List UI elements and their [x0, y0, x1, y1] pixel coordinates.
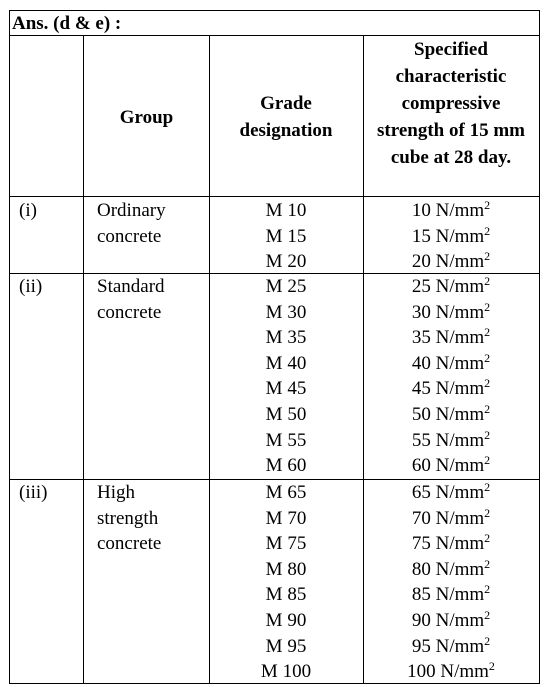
- strength-value: 95: [411, 635, 436, 657]
- group-number: (ii): [19, 276, 43, 297]
- grade-cell: M 100: [260, 661, 312, 683]
- strength-value: 60: [411, 455, 436, 477]
- strength-unit: N/mm: [435, 610, 485, 631]
- strength-unit: N/mm: [435, 378, 485, 400]
- unit-exponent: 2: [484, 531, 491, 546]
- grade-cell: M 35: [265, 327, 307, 349]
- unit-exponent: 2: [484, 633, 491, 648]
- strength-cell: [363, 608, 539, 634]
- unit-exponent: 2: [484, 608, 491, 622]
- grade-cell: M 60: [265, 455, 307, 477]
- strength-cell: [363, 634, 539, 660]
- strength-value: 25: [411, 276, 436, 297]
- strength-unit: N/mm: [435, 352, 485, 374]
- group-number: (i): [19, 200, 37, 221]
- group-name-line: concrete: [97, 225, 162, 247]
- strength-unit: N/mm: [435, 507, 485, 529]
- group-name-line: concrete: [97, 533, 162, 555]
- strength-value: 70: [411, 507, 436, 529]
- strength-value: 65: [411, 482, 436, 503]
- strength-value: 45: [411, 378, 436, 400]
- grade-cell: M 90: [265, 610, 307, 631]
- strength-value: 20: [411, 251, 436, 273]
- strength-cell: [363, 249, 539, 275]
- strength-cell: [363, 325, 539, 351]
- strength-value: 100: [407, 661, 441, 683]
- strength-cell: [363, 351, 539, 377]
- group-name-line: Ordinary: [97, 200, 166, 221]
- grade-cell: M 85: [265, 584, 307, 606]
- strength-unit: N/mm: [435, 558, 485, 580]
- unit-exponent: 2: [484, 582, 491, 597]
- strength-unit: N/mm: [435, 533, 485, 555]
- strength-unit: N/mm: [435, 404, 485, 425]
- col-divider-1: [83, 35, 84, 684]
- strength-cell: [363, 224, 539, 250]
- strength-value: 75: [411, 533, 436, 555]
- strength-unit: N/mm: [435, 276, 485, 297]
- grade-cell: M 50: [265, 404, 307, 425]
- grade-cell: M 10: [265, 200, 307, 221]
- strength-cell: [363, 453, 539, 479]
- unit-exponent: 2: [484, 325, 491, 340]
- strength-cell: [363, 557, 539, 583]
- strength-unit: N/mm: [435, 251, 485, 273]
- header-grade: Grade designation: [239, 93, 333, 141]
- strength-unit: N/mm: [435, 455, 485, 477]
- strength-cell: [363, 300, 539, 326]
- unit-exponent: 2: [484, 350, 491, 365]
- grade-cell: M 40: [265, 352, 307, 374]
- strength-cell: [363, 428, 539, 454]
- strength-cell: [363, 480, 539, 506]
- strength-value: 40: [411, 352, 436, 374]
- strength-unit: N/mm: [435, 225, 485, 247]
- unit-exponent: 2: [484, 376, 491, 391]
- group-number: (iii): [19, 482, 48, 503]
- unit-exponent: 2: [488, 659, 495, 674]
- strength-cell: [363, 582, 539, 608]
- unit-exponent: 2: [484, 453, 491, 468]
- strength-value: 85: [411, 584, 436, 606]
- strength-unit: N/mm: [435, 635, 485, 657]
- unit-exponent: 2: [484, 402, 491, 416]
- grade-cell: M 20: [265, 251, 307, 273]
- unit-exponent: 2: [484, 299, 491, 314]
- strength-cell: [363, 198, 539, 224]
- strength-cell: [363, 531, 539, 557]
- unit-exponent: 2: [484, 556, 491, 571]
- unit-exponent: 2: [484, 274, 491, 288]
- strength-unit: N/mm: [435, 584, 485, 606]
- strength-unit: N/mm: [440, 661, 489, 683]
- strength-cell: [363, 506, 539, 532]
- header-divider: [9, 196, 540, 197]
- grade-cell: M 70: [265, 507, 307, 529]
- group-name-line: concrete: [97, 301, 162, 323]
- unit-exponent: 2: [484, 249, 491, 264]
- strength-cell: [363, 274, 539, 300]
- grade-cell: M 55: [265, 429, 307, 451]
- group-name-line: strength: [97, 507, 159, 529]
- strength-value: 15: [411, 225, 436, 247]
- header-group: Group: [119, 107, 174, 128]
- grade-cell: M 80: [265, 558, 307, 580]
- unit-exponent: 2: [484, 198, 491, 212]
- strength-value: 35: [411, 327, 436, 349]
- strength-cell: [363, 376, 539, 402]
- strength-value: 80: [411, 558, 436, 580]
- strength-cell: [363, 659, 539, 685]
- unit-exponent: 2: [484, 480, 491, 494]
- strength-value: 50: [411, 404, 436, 425]
- unit-exponent: 2: [484, 223, 491, 238]
- grade-cell: M 65: [265, 482, 307, 503]
- grade-cell: M 75: [265, 533, 307, 555]
- group-name-line: Standard: [97, 276, 165, 297]
- grade-cell: M 25: [265, 276, 307, 297]
- grade-cell: M 95: [265, 635, 307, 657]
- strength-unit: N/mm: [435, 429, 485, 451]
- grade-cell: M 45: [265, 378, 307, 400]
- strength-value: 90: [411, 610, 436, 631]
- grade-cell: M 30: [265, 301, 307, 323]
- strength-value: 10: [411, 200, 436, 221]
- strength-unit: N/mm: [435, 327, 485, 349]
- group-name-line: High: [97, 482, 135, 503]
- unit-exponent: 2: [484, 427, 491, 442]
- strength-value: 30: [411, 301, 436, 323]
- unit-exponent: 2: [484, 505, 491, 520]
- header-strength: Specified characteristic compressive strength of 15 mm cube at 28 day.: [377, 39, 525, 168]
- caption: Ans. (d & e) :: [12, 13, 122, 34]
- strength-unit: N/mm: [435, 482, 485, 503]
- strength-value: 55: [411, 429, 436, 451]
- strength-unit: N/mm: [435, 200, 485, 221]
- strength-unit: N/mm: [435, 301, 485, 323]
- grade-cell: M 15: [265, 225, 307, 247]
- strength-cell: [363, 402, 539, 428]
